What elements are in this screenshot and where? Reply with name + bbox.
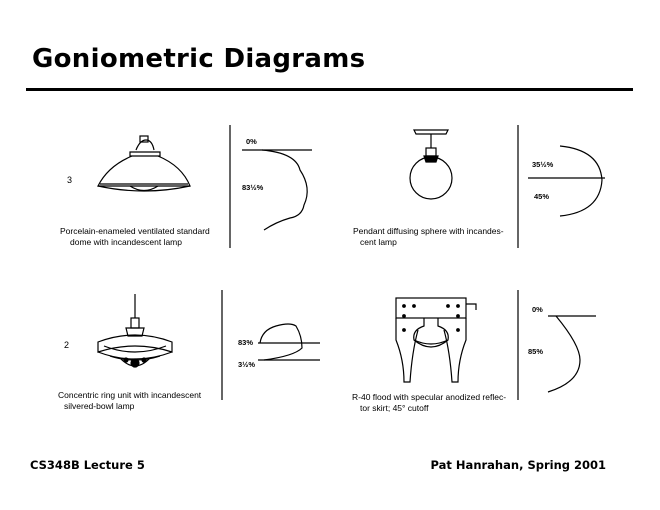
concentric-ring-illustration bbox=[98, 294, 172, 367]
percent-label: 85% bbox=[528, 347, 544, 356]
goniometric-curve-2 bbox=[518, 125, 605, 248]
caption-line: silvered-bowl lamp bbox=[64, 401, 135, 411]
item-number-2: 2 bbox=[64, 340, 70, 350]
footer-course: CS348B Lecture 5 bbox=[30, 458, 145, 472]
goniometric-curve-3 bbox=[222, 290, 320, 400]
footer-author: Pat Hanrahan, Spring 2001 bbox=[430, 458, 606, 472]
percent-label: 45% bbox=[534, 192, 550, 201]
caption-line: Pendant diffusing sphere with incandes- bbox=[353, 226, 504, 236]
percent-label: 0% bbox=[246, 137, 257, 146]
caption-line: Porcelain-enameled ventilated standard bbox=[60, 226, 210, 236]
percent-label: 3½% bbox=[238, 360, 256, 369]
percent-label: 83½% bbox=[242, 183, 264, 192]
pendant-sphere-illustration bbox=[410, 130, 452, 199]
percent-label: 83% bbox=[238, 338, 254, 347]
percent-label: 0% bbox=[532, 305, 543, 314]
item-number-3: 3 bbox=[67, 175, 73, 185]
flood-reflector-illustration bbox=[396, 298, 476, 382]
caption-line: R-40 flood with specular anodized reflec- bbox=[352, 392, 507, 402]
caption-line: cent lamp bbox=[360, 237, 397, 247]
caption-line: tor skirt; 45° cutoff bbox=[360, 403, 429, 413]
caption-line: Concentric ring unit with incandescent bbox=[58, 390, 202, 400]
percent-label: 35½% bbox=[532, 160, 554, 169]
caption-line: dome with incandescent lamp bbox=[70, 237, 182, 247]
slide-title: Goniometric Diagrams bbox=[32, 44, 366, 74]
goniometric-curve-4 bbox=[518, 290, 596, 400]
dome-lamp-illustration bbox=[98, 136, 190, 191]
